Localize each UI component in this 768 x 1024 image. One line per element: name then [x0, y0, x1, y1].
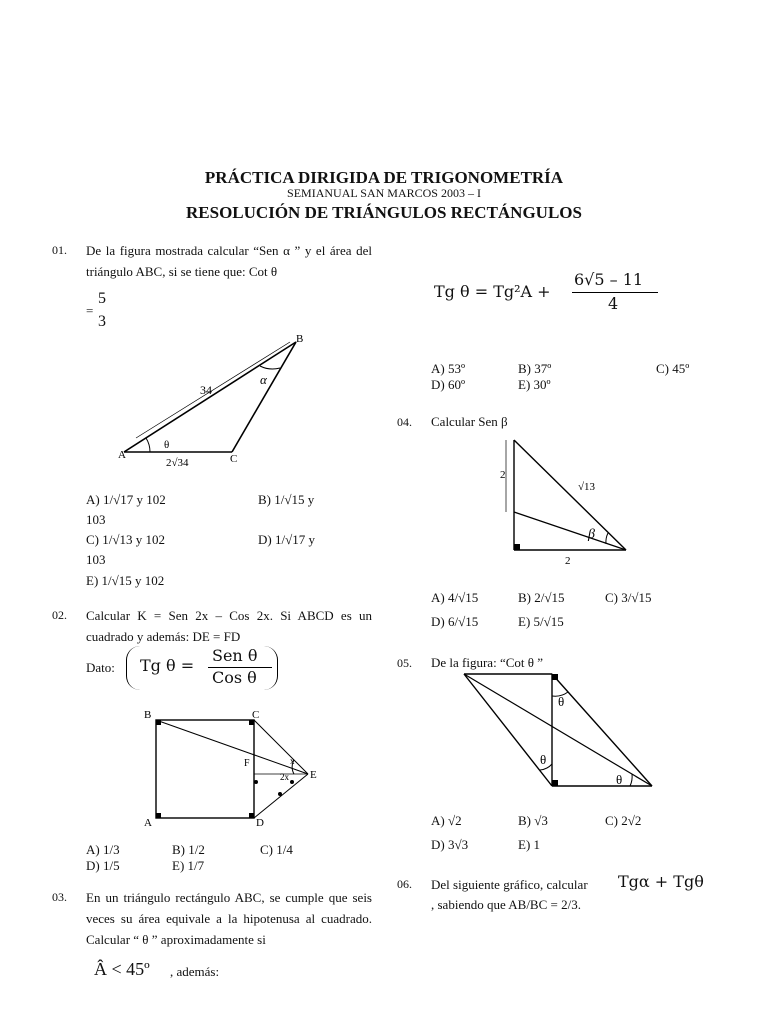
option-d[interactable]: D) 1/√17 y [258, 532, 315, 547]
figure-q01 [110, 328, 320, 474]
option-c[interactable]: C) 45º [656, 361, 690, 376]
option-a[interactable]: A) 53º [431, 361, 465, 376]
option-d[interactable]: D) 60º [431, 377, 465, 392]
condition-tail: , además: [170, 964, 220, 979]
option-b[interactable]: B) 37º [518, 361, 552, 376]
question-text: Calcular Sen β [431, 414, 508, 429]
option-a[interactable]: A) 1/3 [86, 842, 120, 857]
section-title: RESOLUCIÓN DE TRIÁNGULOS RECTÁNGULOS [186, 203, 582, 222]
dato-label: Dato: [86, 660, 115, 675]
label-x: x [290, 756, 295, 766]
question-text: Del siguiente gráfico, calcular [431, 877, 588, 892]
theta-symbol: θ [540, 752, 547, 767]
label-base: 2√34 [166, 457, 189, 469]
fraction-denominator: 3 [98, 313, 106, 330]
formula-denominator: 4 [608, 294, 619, 313]
dato-lhs: Tg θ = [140, 656, 195, 675]
question-number: 06. [397, 877, 412, 891]
theta-symbol: θ [616, 772, 623, 787]
question-text: De la figura mostrada calcular “Sen α ” y el área del triángulo ABC, si se tiene que: Cot θ [86, 243, 372, 279]
label-a: A [118, 449, 126, 461]
question-number: 05. [397, 656, 412, 670]
question-text: Calcular K = Sen 2x – Cos 2x. Si ABCD es un cuadrado y además: DE = FD [86, 608, 372, 644]
figure-q02 [140, 708, 330, 828]
figure-q04 [490, 432, 640, 572]
option-c[interactable]: C) 2√2 [605, 813, 642, 828]
label-f: F [244, 758, 250, 769]
label-height: 2 [500, 469, 506, 481]
option-c[interactable]: C) 1/√13 y 102 [86, 532, 165, 547]
question-text: En un triángulo rectángulo ABC, se cumple que seis veces su área equivale a la hipotenusa al cuadrado. Calcular “ θ ” aproximadamente si [86, 890, 372, 947]
option-b[interactable]: B) 1/√15 y [258, 492, 315, 507]
label-b: B [296, 333, 304, 345]
option-d[interactable]: D) 3√3 [431, 837, 469, 852]
question-number: 02. [52, 608, 67, 622]
label-c: C [252, 709, 260, 721]
beta-symbol: β [588, 527, 595, 542]
option-b[interactable]: B) 1/2 [172, 842, 205, 857]
option-e[interactable]: E) 5/√15 [518, 614, 564, 629]
option-d[interactable]: D) 1/5 [86, 858, 120, 873]
theta-symbol: θ [164, 439, 170, 451]
formula-numerator: 6√5 – 11 [574, 270, 644, 289]
question-text: De la figura: “Cot θ ” [431, 655, 543, 670]
formula-lhs: Tg θ = Tg²A + [434, 282, 551, 301]
label-base: 2 [565, 555, 571, 567]
option-d-continued: 103 [86, 552, 106, 567]
condition: Â < 45º [94, 959, 150, 979]
label-d: D [256, 817, 264, 828]
expression: Tgα + Tgθ [618, 872, 704, 891]
option-c[interactable]: C) 3/√15 [605, 590, 652, 605]
label-b: B [144, 709, 152, 721]
option-a[interactable]: A) 1/√17 y 102 [86, 492, 166, 507]
option-b-continued: 103 [86, 512, 106, 527]
alpha-symbol: α [260, 372, 267, 387]
option-e[interactable]: E) 1/√15 y 102 [86, 573, 165, 588]
label-c: C [230, 453, 238, 465]
theta-symbol: θ [558, 694, 565, 709]
label-side: 34 [200, 383, 212, 397]
equals-sign: = [86, 303, 94, 318]
fraction-bar [572, 292, 658, 293]
dato-denominator: Cos θ [212, 668, 257, 687]
option-e[interactable]: E) 30º [518, 377, 551, 392]
label-e: E [310, 769, 317, 781]
question-number: 01. [52, 243, 67, 257]
label-a: A [144, 817, 152, 828]
option-a[interactable]: A) 4/√15 [431, 590, 479, 605]
option-e[interactable]: E) 1 [518, 837, 541, 852]
question-text-continued: , sabiendo que AB/BC = 2/3. [431, 897, 581, 912]
option-c[interactable]: C) 1/4 [260, 842, 293, 857]
option-e[interactable]: E) 1/7 [172, 858, 205, 873]
option-d[interactable]: D) 6/√15 [431, 614, 479, 629]
dato-numerator: Sen θ [212, 646, 258, 665]
page-subtitle: SEMIANUAL SAN MARCOS 2003 – I [287, 186, 481, 200]
question-number: 04. [397, 415, 412, 429]
label-2x: 2x [280, 772, 289, 782]
option-a[interactable]: A) √2 [431, 813, 462, 828]
page-title: PRÁCTICA DIRIGIDA DE TRIGONOMETRÍA [204, 168, 564, 187]
option-b[interactable]: B) 2/√15 [518, 590, 565, 605]
question-number: 03. [52, 890, 67, 904]
option-b[interactable]: B) √3 [518, 813, 548, 828]
figure-q05 [460, 668, 660, 794]
label-hypotenuse: √13 [578, 481, 596, 493]
fraction-numerator: 5 [98, 290, 106, 307]
